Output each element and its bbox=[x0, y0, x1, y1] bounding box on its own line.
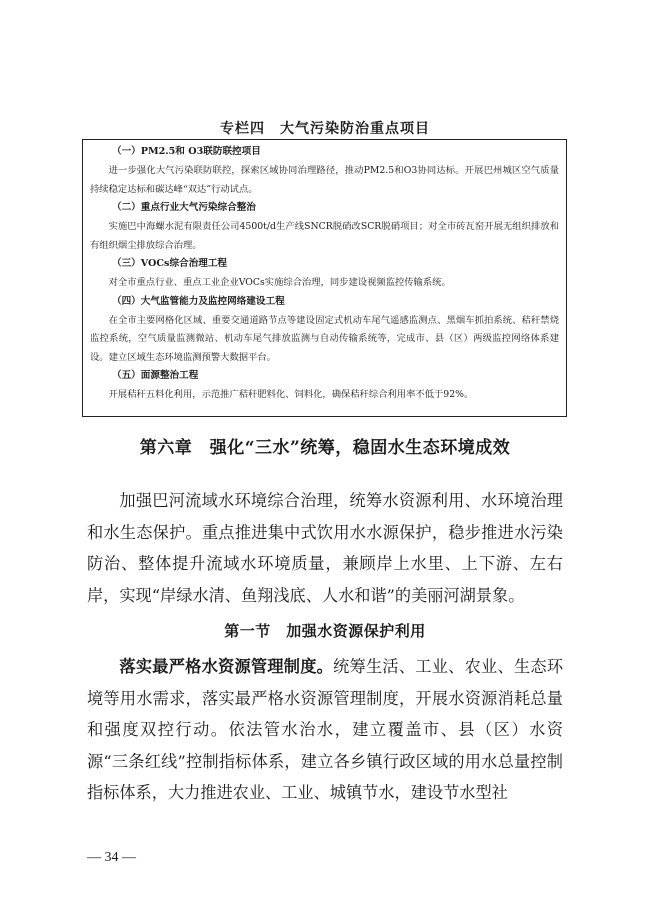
key-projects-box bbox=[82, 139, 567, 417]
box-item-text: 进一步强化大气污染联防联控，探索区域协同治理路径，推动PM2.5和O3协同达标。开展巴州城区空气质量持续稳定达标和碳达峰“双达”行动试点。 bbox=[90, 165, 559, 195]
section-title: 第一节 加强水资源保护利用 bbox=[224, 622, 426, 640]
box-item-text: 对全市重点行业、重点工业企业VOCs实施综合治理，同步建设视频监控传输系统。 bbox=[108, 277, 451, 288]
box-item-heading: （五）面源整治工程 bbox=[112, 370, 199, 381]
box-item-heading: （四）大气监管能力及监控网络建设工程 bbox=[112, 295, 285, 307]
chapter-intro-paragraph: 加强巴河流域水环境综合治理，统筹水资源利用、水环境治理和水生态保护。重点推进集中式饮用水水源保护，稳步推进水污染防治、整体提升流域水环境质量，兼顾岸上水里、上下游、左右岸，实现“岸绿水清、鱼翔浅底、人水和谐”的美丽河湖景象。 bbox=[87, 491, 563, 605]
box-item-text: 实施巴中海螺水泥有限责任公司4500t/d生产线SNCR脱硝改SCR脱硝项目；对全市砖瓦窑开展无组织排放和有组织烟尘排放综合治理。 bbox=[90, 221, 559, 251]
box-item-heading: （一）PM2.5和 O3联防联控项目 bbox=[112, 146, 261, 157]
section-lead: 落实最严格水资源管理制度。 bbox=[119, 657, 334, 676]
section-body: 统筹生活、工业、农业、生态环境等用水需求，落实最严格水资源管理制度，开展水资源消耗总量和强度双控行动。依法管水治水，建立覆盖市、县（区）水资源“三条红线”控制指标体系，建立各乡镇行政区域的用水总量控制指标体系，大力推进农业、工业、城镇节水，建设节水型社 bbox=[87, 657, 564, 803]
box-item-text: 开展秸秆五料化利用，示范推广秸秆肥料化、饲料化，确保秸秆综合利用率不低于92%。 bbox=[108, 389, 474, 400]
box-title: 专栏四 大气污染防治重点项目 bbox=[220, 121, 430, 137]
box-item-heading: （三）VOCs综合治理工程 bbox=[112, 258, 228, 269]
box-item-heading: （二）重点行业大气污染综合整治 bbox=[112, 202, 256, 213]
box-item-text: 在全市主要网格化区域、重要交通道路节点等建设固定式机动车尾气遥感监测点、黑烟车抓拍系统、秸秆禁烧监控系统，空气质量监测微站、机动车尾气排放监测与自动传输系统等，完成市、县（区）两级监控网络体系建设。建立区域生态环境监测预警大数据平台。 bbox=[90, 314, 559, 363]
chapter-title: 第六章 强化“三水”统筹，稳固水生态环境成效 bbox=[139, 438, 511, 458]
section-paragraph bbox=[87, 651, 563, 809]
page-number: — 34 — bbox=[87, 850, 136, 865]
